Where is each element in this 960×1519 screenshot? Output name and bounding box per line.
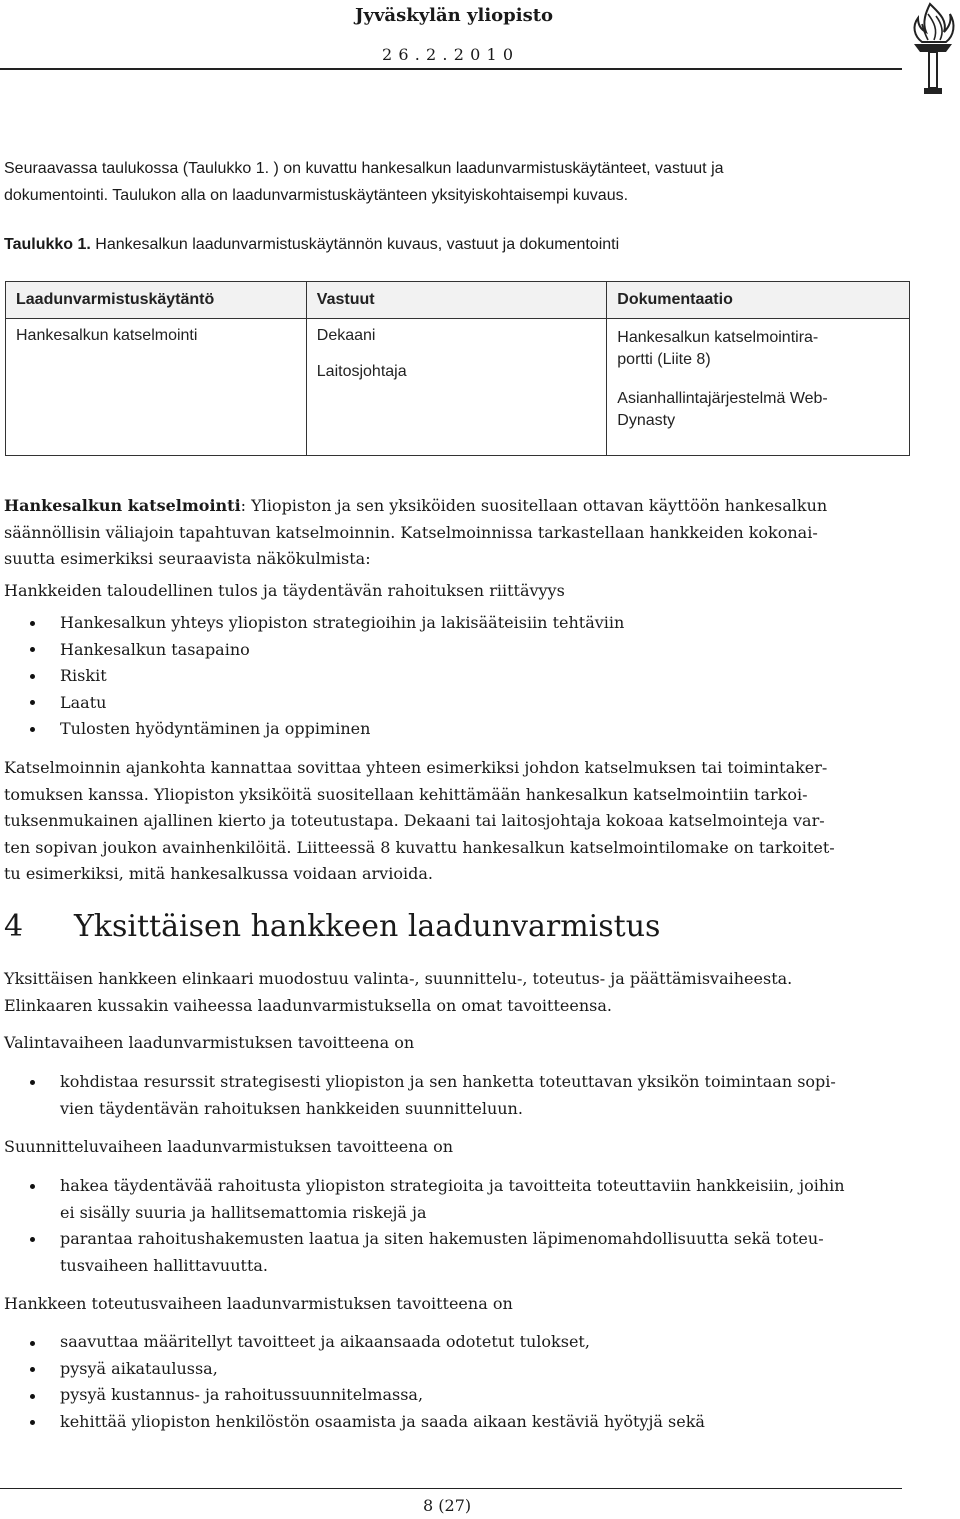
bullet-icon	[30, 1237, 35, 1242]
bold-term: Hankesalkun katselmointi	[4, 496, 241, 515]
quality-practice-table	[5, 281, 910, 456]
intro-line: Seuraavassa taulukossa (Taulukko 1. ) on kuvattu hankesalkun laadunvarmistuskäytänteet, vastuut ja	[4, 160, 724, 177]
intro-paragraph	[4, 155, 924, 209]
cell-text: portti (Liite 8)	[617, 351, 711, 368]
list-item: Tulosten hyödyntäminen ja oppiminen	[60, 719, 371, 738]
paragraph: Valintavaiheen laadunvarmistuksen tavoitteena on	[4, 1033, 415, 1052]
paragraph: Hankkeiden taloudellinen tulos ja täydentävän rahoituksen riittävyys	[4, 581, 565, 600]
paragraph-line: tu esimerkiksi, mitä hankesalkussa voidaan arvioida.	[4, 864, 433, 883]
cell-text: Asianhallintajärjestelmä Web-	[617, 390, 828, 407]
bullet-icon	[30, 1420, 35, 1425]
paragraph-line: ten sopivan joukon avainhenkilöitä. Liitteessä 8 kuvattu hankesalkun katselmointilomake on tarkoitet-	[4, 837, 835, 857]
bullet-icon	[30, 1367, 35, 1372]
caption-label: Taulukko 1.	[4, 236, 91, 253]
table-header-cell: Dokumentaatio	[607, 282, 910, 319]
paragraph: Suunnitteluvaiheen laadunvarmistuksen tavoitteena on	[4, 1137, 454, 1156]
table-header-row	[6, 282, 910, 319]
paragraph-line: tuksenmukainen ajallinen kierto ja toteutustapa. Dekaani tai laitosjohtaja kokoaa katselmointeja var-	[4, 811, 825, 830]
list-item-line: parantaa rahoitushakemusten laatua ja siten hakemusten läpimenomahdollisuutta sekä toteu-	[60, 1229, 824, 1248]
cell-text: Laitosjohtaja	[316, 363, 407, 380]
table-row	[6, 319, 910, 456]
list-item: saavuttaa määritellyt tavoitteet ja aikaansaada odotetut tulokset,	[60, 1332, 590, 1351]
bullet-icon	[30, 700, 35, 705]
timing-paragraph	[4, 755, 896, 888]
list-item: Hankesalkun tasapaino	[60, 640, 250, 659]
bullet-icon	[30, 1394, 35, 1399]
university-name: Jyväskylän yliopisto	[355, 5, 554, 26]
list-item: pysyä aikataulussa,	[60, 1359, 218, 1378]
table-header-cell: Laadunvarmistuskäytäntö	[6, 282, 307, 319]
cell-text: Dekaani	[316, 327, 376, 344]
table-caption	[4, 231, 924, 258]
paragraph-line: Yksittäisen hankkeen elinkaari muodostuu valinta-, suunnittelu-, toteutus- ja päättämisvaiheesta.	[4, 969, 793, 988]
bullet-icon	[30, 1341, 35, 1346]
review-paragraph	[4, 493, 896, 573]
list-item-line: kohdistaa resurssit strategisesti yliopiston ja sen hanketta toteuttavan yksikön toimintaan sopi-	[60, 1072, 836, 1091]
caption-text: Hankesalkun laadunvarmistuskäytännön kuvaus, vastuut ja dokumentointi	[90, 236, 620, 253]
paragraph: Hankkeen toteutusvaiheen laadunvarmistuksen tavoitteena on	[4, 1294, 513, 1313]
paragraph-line	[4, 493, 896, 520]
paragraph-line: tomuksen kanssa. Yliopiston yksiköitä suositellaan kehittämään hankesalkun katselmointiin tarkoi-	[4, 784, 808, 804]
bullet-icon	[30, 727, 35, 732]
paragraph-line: säännöllisin väliajoin tapahtuvan katselmoinnin. Katselmoinnissa tarkastellaan hankkeiden kokonai-	[4, 522, 818, 542]
table-cell-practice	[6, 319, 307, 456]
torch-logo-icon	[908, 2, 958, 98]
paragraph-line: Elinkaaren kussakin vaiheessa laadunvarmistuksella on omat tavoitteensa.	[4, 995, 612, 1015]
table-cell-documentation	[607, 319, 910, 456]
section-title: Yksittäisen hankkeen laadunvarmistus	[74, 909, 661, 944]
paragraph-line: Katselmoinnin ajankohta kannattaa sovittaa yhteen esimerkiksi johdon katselmuksen tai toimintaker-	[4, 758, 828, 777]
bullet-icon	[30, 1080, 35, 1085]
cell-text: Dynasty	[617, 412, 676, 429]
text-span: : Yliopiston ja sen yksiköiden suositellaan ottavan käyttöön hankesalkun	[240, 496, 828, 515]
list-item-line: ei sisälly suuria ja hallitsemattomia riskejä ja	[60, 1202, 427, 1222]
cell-text: Hankesalkun katselmointi	[16, 327, 198, 344]
table-header-cell: Vastuut	[306, 282, 607, 319]
list-item-line: hakea täydentävää rahoitusta yliopiston strategioita ja tavoitteita toteuttaviin hankkeisiin, joihin	[60, 1176, 845, 1195]
table-cell-responsibilities	[306, 319, 607, 456]
list-item	[60, 1173, 845, 1226]
list-item	[60, 1226, 824, 1279]
cell-text: Hankesalkun katselmointira-	[617, 329, 819, 346]
list-item: Hankesalkun yhteys yliopiston strategioihin ja lakisääteisiin tehtäviin	[60, 613, 625, 632]
list-item	[60, 1069, 836, 1122]
list-item: kehittää yliopiston henkilöstön osaamista ja saada aikaan kestäviä hyötyjä sekä	[60, 1412, 705, 1431]
header-divider	[0, 68, 902, 70]
list-item-line: vien täydentävän rahoituksen hankkeiden suunnitteluun.	[60, 1098, 523, 1118]
paragraph-line: suutta esimerkiksi seuraavista näkökulmista:	[4, 549, 371, 568]
list-item: pysyä kustannus- ja rahoitussuunnitelmassa,	[60, 1385, 424, 1404]
intro-line: dokumentointi. Taulukon alla on laadunvarmistuskäytänteen yksityiskohtaisempi kuvaus.	[4, 187, 629, 204]
lifecycle-paragraph	[4, 966, 896, 1019]
bullet-icon	[30, 674, 35, 679]
bullet-icon	[30, 647, 35, 652]
bullet-icon	[30, 621, 35, 626]
section-number: 4	[4, 909, 24, 944]
list-item: Riskit	[60, 666, 107, 685]
list-item-line: tusvaiheen hallittavuutta.	[60, 1255, 268, 1275]
bullet-icon	[30, 1184, 35, 1189]
page-number: 8 (27)	[423, 1496, 472, 1515]
footer-divider	[0, 1488, 902, 1489]
section-heading	[4, 909, 660, 944]
list-item: Laatu	[60, 693, 107, 712]
document-date: 26.2.2010	[382, 45, 520, 64]
